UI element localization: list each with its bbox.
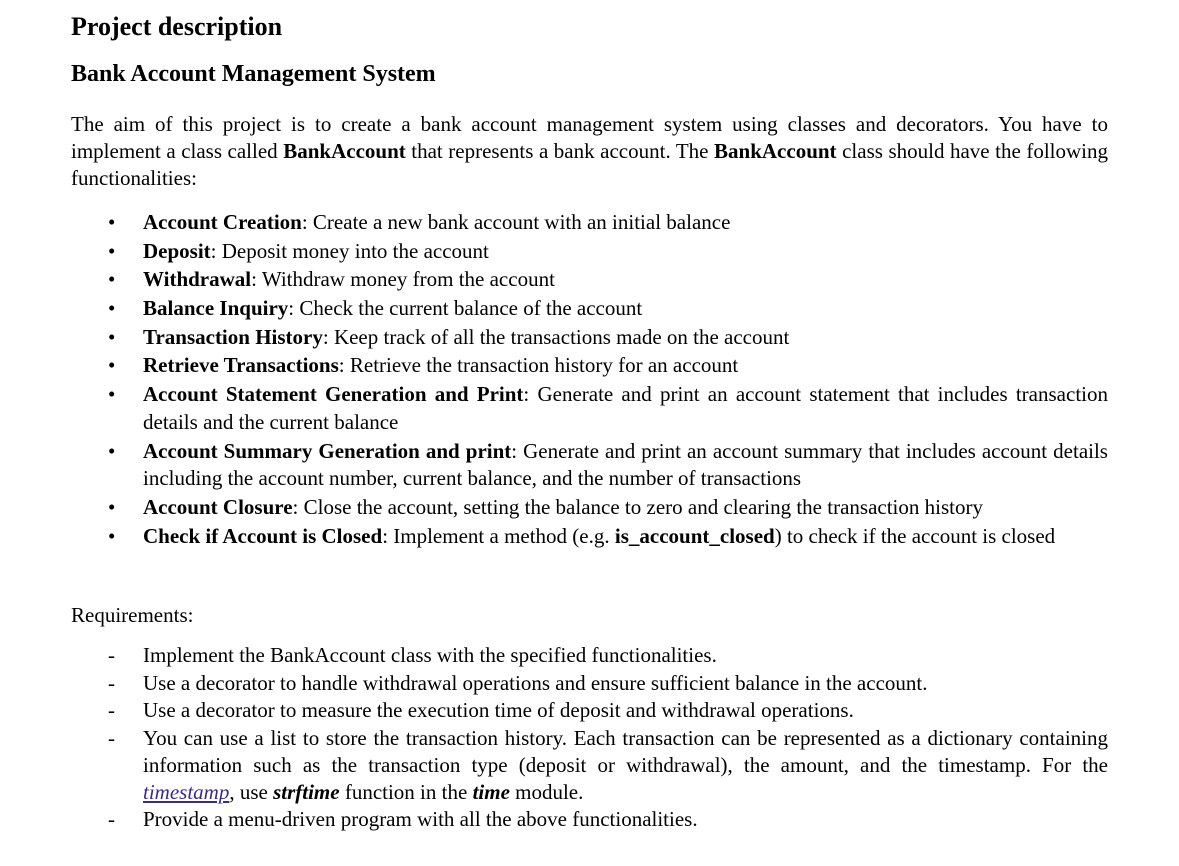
dash-icon: - xyxy=(108,807,115,832)
list-item xyxy=(71,438,1108,493)
list-item xyxy=(71,324,1108,352)
class-name-bankaccount: BankAccount xyxy=(283,139,406,163)
requirement-text: Implement the BankAccount class with the specified functionalities. xyxy=(143,643,717,668)
feature-name: Deposit xyxy=(143,238,211,263)
dash-icon: - xyxy=(108,670,115,695)
dash-icon: - xyxy=(108,643,115,668)
feature-name: Transaction History xyxy=(143,324,323,349)
function-name: strftime xyxy=(273,779,340,804)
bullet-icon: • xyxy=(108,353,116,378)
feature-desc: : Implement a method (e.g. xyxy=(382,523,615,548)
feature-list xyxy=(71,209,1108,550)
list-item xyxy=(71,238,1108,266)
list-item xyxy=(71,266,1108,294)
intro-text-3: class should have the following functionalities: xyxy=(71,139,1108,190)
list-item xyxy=(71,697,1108,724)
bullet-icon: • xyxy=(108,438,116,463)
feature-desc: : Create a new bank account with an initial balance xyxy=(301,210,731,234)
feature-desc: : Generate and print an account summary that includes account details including the account number, current balance, and the number of transactions xyxy=(143,438,1108,491)
feature-desc: : Retrieve the transaction history for an account xyxy=(338,353,739,378)
feature-desc: : Check the current balance of the account xyxy=(288,296,643,321)
feature-desc: ) to check if the account is closed xyxy=(774,523,1056,548)
feature-name: Account Creation xyxy=(143,210,302,234)
list-item xyxy=(71,494,1108,522)
requirement-text: function in the xyxy=(339,779,473,804)
bullet-icon: • xyxy=(108,324,116,349)
list-item xyxy=(71,381,1108,436)
intro-text-1: The aim of this project is to create a bank account management system using classes and decorators. You have to implement a class called xyxy=(71,112,1108,163)
feature-name: Withdrawal xyxy=(143,267,252,292)
list-item xyxy=(71,806,1108,833)
dash-icon: - xyxy=(108,698,115,723)
list-item xyxy=(71,295,1108,323)
requirement-text: Provide a menu-driven program with all the above functionalities. xyxy=(143,807,698,832)
feature-name: Account Statement Generation and Print xyxy=(143,382,524,407)
feature-desc: : Generate and print an account statement that includes transaction details and the current balance xyxy=(143,382,1108,434)
feature-desc: : Keep track of all the transactions made on the account xyxy=(322,324,790,349)
bullet-icon: • xyxy=(108,296,116,321)
feature-name: Retrieve Transactions xyxy=(143,353,339,378)
feature-desc: : Close the account, setting the balance to zero and clearing the transaction history xyxy=(292,495,983,520)
bullet-icon: • xyxy=(108,267,116,292)
feature-name: Account Closure xyxy=(143,495,293,520)
dash-icon: - xyxy=(108,725,115,750)
bullet-icon: • xyxy=(108,495,116,520)
requirements-title: Requirements: xyxy=(71,603,194,628)
bullet-icon: • xyxy=(108,382,116,407)
list-item xyxy=(71,523,1108,551)
list-item xyxy=(71,642,1108,669)
requirement-text: , use xyxy=(229,779,274,804)
requirement-text: You can use a list to store the transaction history. Each transaction can be represented as a dictionary containing information such as the transaction type (deposit or withdrawal), the amount, and the timestamp. For the xyxy=(143,725,1108,777)
intro-text-2: that represents a bank account. The xyxy=(405,139,715,163)
list-item xyxy=(71,352,1108,380)
page-subtitle: Bank Account Management System xyxy=(71,61,436,87)
requirement-text: Use a decorator to measure the execution time of deposit and withdrawal operations. xyxy=(143,698,854,723)
requirement-text: module. xyxy=(509,779,584,804)
list-item xyxy=(71,670,1108,697)
bullet-icon: • xyxy=(108,523,116,548)
page-title: Project description xyxy=(71,12,283,41)
bullet-icon: • xyxy=(108,210,116,234)
requirements-list xyxy=(71,642,1108,833)
module-name: time xyxy=(472,779,510,804)
timestamp-link[interactable]: timestamp xyxy=(143,779,230,804)
method-name: is_account_closed xyxy=(614,523,775,548)
bullet-icon: • xyxy=(108,238,116,263)
requirement-text: Use a decorator to handle withdrawal operations and ensure sufficient balance in the account. xyxy=(143,670,928,695)
class-name-bankaccount: BankAccount xyxy=(714,139,837,163)
feature-name: Check if Account is Closed xyxy=(143,523,383,548)
feature-desc: : Withdraw money from the account xyxy=(251,267,555,292)
intro-paragraph xyxy=(71,111,1108,192)
feature-name: Balance Inquiry xyxy=(143,296,289,321)
feature-desc: : Deposit money into the account xyxy=(210,238,489,263)
document-page xyxy=(71,10,1108,834)
list-item xyxy=(71,209,1108,237)
feature-name: Account Summary Generation and print xyxy=(143,438,512,463)
list-item xyxy=(71,725,1108,806)
